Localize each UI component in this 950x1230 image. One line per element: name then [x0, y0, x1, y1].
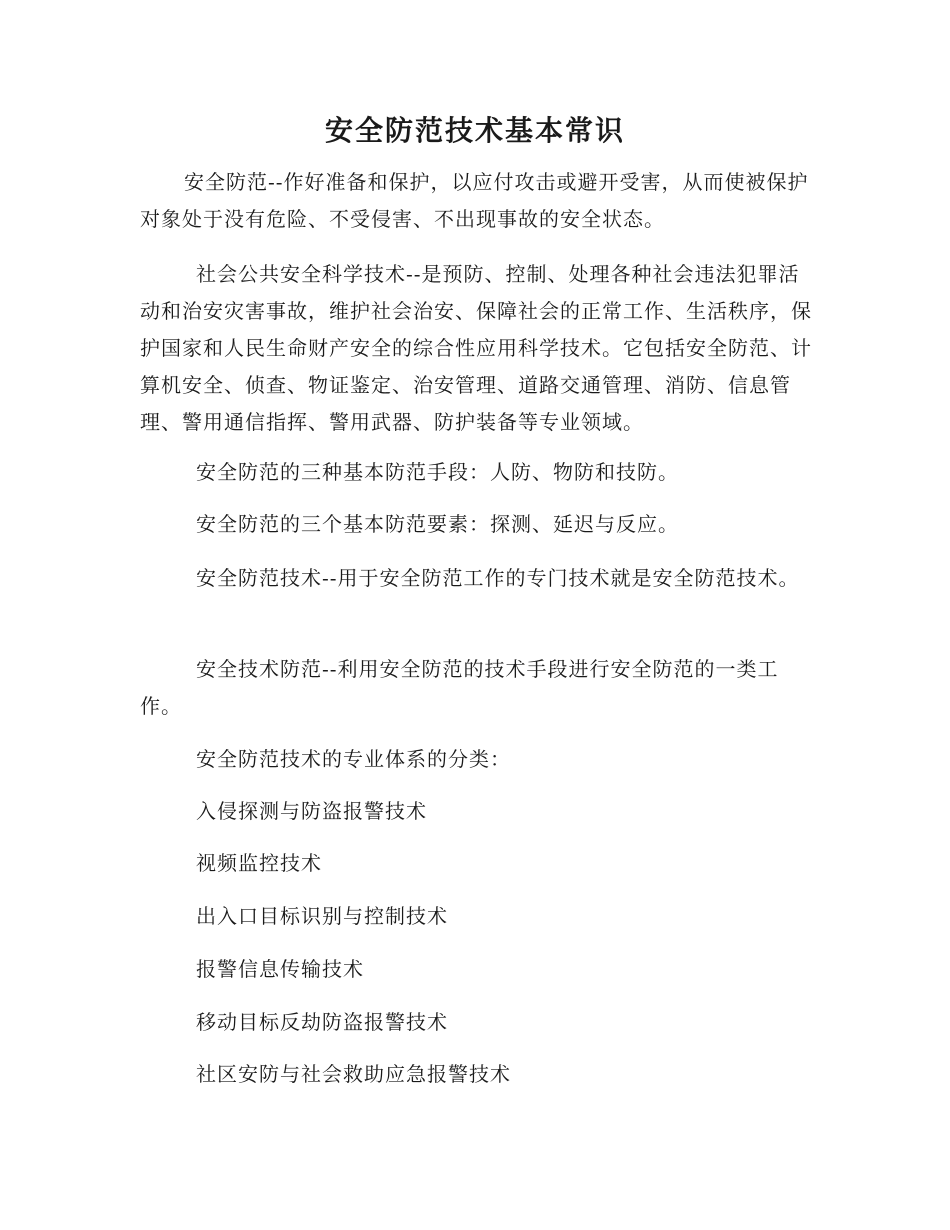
list-item: 入侵探测与防盗报警技术 [196, 799, 427, 823]
paragraph-three-elements: 安全防范的三个基本防范要素：探测、延迟与反应。 [196, 512, 679, 536]
list-item: 移动目标反劫防盗报警技术 [196, 1010, 448, 1034]
page-title: 安全防范技术基本常识 [324, 114, 625, 147]
list-item: 视频监控技术 [196, 851, 322, 875]
paragraph-public-safety-tech: 社会公共安全科学技术--是预防、控制、处理各种社会违法犯罪活动和治安灾害事故，维护社会治安、保障社会的正常工作、生活秩序，保护国家和人民生命财产安全的综合性应用科学技术。它包括安全防范、计算机安全、侦查、物证鉴定、治安管理、道路交通管理、消防、信息管理、警用通信指挥、警用武器、防护装备等专业领域。 [140, 262, 812, 434]
paragraph-security-tech-definition: 安全防范技术--用于安全防范工作的专门技术就是安全防范技术。 [196, 566, 800, 590]
list-item: 社区安防与社会救助应急报警技术 [196, 1062, 511, 1086]
list-item: 出入口目标识别与控制技术 [196, 904, 448, 928]
paragraph-tech-prevention-definition: 安全技术防范--利用安全防范的技术手段进行安全防范的一类工作。 [140, 657, 779, 718]
paragraph-classification-heading: 安全防范技术的专业体系的分类： [196, 747, 511, 771]
list-item: 报警信息传输技术 [196, 957, 364, 981]
paragraph-three-means: 安全防范的三种基本防范手段：人防、物防和技防。 [196, 460, 679, 484]
paragraph-definition-security: 安全防范--作好准备和保护，以应付攻击或避开受害，从而使被保护对象处于没有危险、不受侵害、不出现事故的安全状态。 [140, 170, 809, 231]
